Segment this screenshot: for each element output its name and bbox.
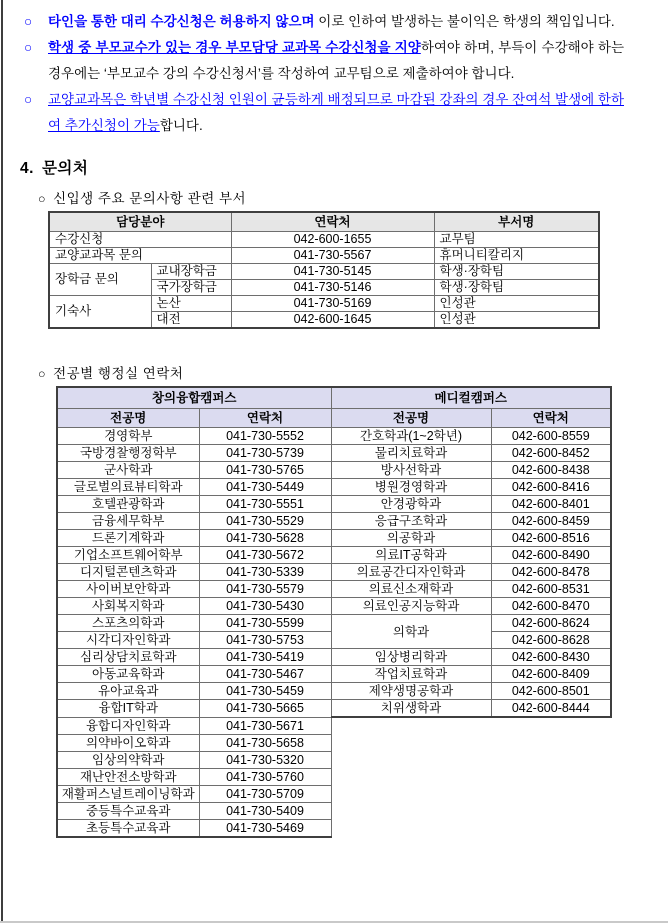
major-cell: 간호학과(1~2학년) <box>331 428 491 445</box>
major-cell: 재활퍼스널트레이닝학과 <box>57 785 199 802</box>
table-row <box>57 802 611 819</box>
major-cell: 사회복지학과 <box>57 598 199 615</box>
table-row <box>57 547 611 564</box>
phone-cell: 042-600-8470 <box>491 598 611 615</box>
notice-rest: 합니다. <box>159 118 203 133</box>
table-row <box>57 751 611 768</box>
major-cell: 금융세무학부 <box>57 513 199 530</box>
table-row <box>57 598 611 615</box>
phone-cell: 042-600-8438 <box>491 462 611 479</box>
phone-cell: 042-600-8444 <box>491 700 611 718</box>
section-title: 문의처 <box>41 160 89 177</box>
major-cell: 의료신소재학과 <box>331 581 491 598</box>
major-cell: 군사학과 <box>57 462 199 479</box>
table-row <box>57 564 611 581</box>
table-row <box>57 445 611 462</box>
phone-cell: 041-730-5658 <box>199 734 331 751</box>
notice-highlight: 학생 중 부모교수가 있는 경우 부모담당 교과목 수강신청을 지양 <box>48 40 421 55</box>
table-row <box>57 819 611 837</box>
category-cell: 수강신청 <box>49 232 231 248</box>
major-cell: 드론기계학과 <box>57 530 199 547</box>
phone-cell: 042-600-8452 <box>491 445 611 462</box>
table-row <box>57 462 611 479</box>
major-cell: 의료공간디자인학과 <box>331 564 491 581</box>
major-cell: 의료IT공학과 <box>331 547 491 564</box>
major-cell: 임상병리학과 <box>331 649 491 666</box>
table-row <box>57 615 611 632</box>
dept-cell: 인성관 <box>434 312 599 329</box>
phone-cell: 042-600-8559 <box>491 428 611 445</box>
notice-text <box>48 14 615 29</box>
major-cell: 방사선학과 <box>331 462 491 479</box>
major-cell: 호텔관광학과 <box>57 496 199 513</box>
phone-cell: 042-600-8459 <box>491 513 611 530</box>
phone-cell: 042-600-8624 <box>491 615 611 632</box>
notice-text <box>48 92 624 133</box>
major-cell: 병원경영학과 <box>331 479 491 496</box>
notice-highlight: 타인을 통한 대리 수강신청은 허용하지 않으며 <box>48 14 315 29</box>
major-cell: 융합IT학과 <box>57 700 199 718</box>
major-cell: 융합디자인학과 <box>57 717 199 734</box>
major-cell: 의약바이오학과 <box>57 734 199 751</box>
major-cell: 중등특수교육과 <box>57 802 199 819</box>
major-cell: 물리치료학과 <box>331 445 491 462</box>
phone-cell: 042-600-8501 <box>491 683 611 700</box>
table-row <box>57 530 611 547</box>
dept-cell: 인성관 <box>434 296 599 312</box>
table-row <box>57 581 611 598</box>
column-header: 연락처 <box>199 409 331 428</box>
table-row <box>57 649 611 666</box>
notice-rest: 하여야 하며, 부득이 수강해야 하는 경우에는 ‘부모교수 강의 수강신청서’를 작성하여 교무팀으로 제출하여야 합니다. <box>48 40 625 81</box>
dept-cell: 교무팀 <box>434 232 599 248</box>
phone-cell: 041-730-5169 <box>231 296 434 312</box>
major-cell: 안경광학과 <box>331 496 491 513</box>
phone-cell: 041-730-5765 <box>199 462 331 479</box>
phone-cell: 042-600-8430 <box>491 649 611 666</box>
phone-cell: 041-730-5529 <box>199 513 331 530</box>
notice-rest: 이로 인하여 발생하는 불이익은 학생의 책임입니다. <box>314 14 615 29</box>
major-cell: 시각디자인학과 <box>57 632 199 649</box>
subsection-label: 전공별 행정실 연락처 <box>53 366 184 381</box>
phone-cell: 041-730-5753 <box>199 632 331 649</box>
phone-cell: 041-730-5469 <box>199 819 331 837</box>
major-cell: 치위생학과 <box>331 700 491 718</box>
subcategory-cell: 국가장학금 <box>151 280 231 296</box>
major-cell: 국방경찰행정학부 <box>57 445 199 462</box>
circle-bullet: ○ <box>24 14 33 29</box>
notice-highlight: 교양교과목은 학년별 수강신청 인원이 균등하게 배정되므로 마감된 강좌의 경우 잔여석 발생에 한하여 추가신청이 가능 <box>48 92 624 133</box>
table-row <box>57 496 611 513</box>
phone-cell: 041-730-5709 <box>199 785 331 802</box>
contact-table <box>48 211 600 329</box>
table-row <box>57 717 611 734</box>
category-cell: 기숙사 <box>49 296 151 329</box>
phone-cell: 042-600-8416 <box>491 479 611 496</box>
department-contact-table <box>56 386 612 838</box>
subcategory-cell: 교내장학금 <box>151 264 231 280</box>
page-left-border <box>1 0 3 921</box>
column-header: 부서명 <box>434 212 599 232</box>
major-cell: 유아교육과 <box>57 683 199 700</box>
phone-cell: 041-730-5419 <box>199 649 331 666</box>
table-row <box>57 428 611 445</box>
phone-cell: 042-600-1645 <box>231 312 434 329</box>
table-row <box>57 734 611 751</box>
phone-cell: 042-600-8628 <box>491 632 611 649</box>
phone-cell: 042-600-8531 <box>491 581 611 598</box>
circle-bullet: ○ <box>38 367 47 381</box>
table-row <box>57 683 611 700</box>
campus-header: 창의융합캠퍼스 <box>57 387 331 409</box>
column-header: 연락처 <box>231 212 434 232</box>
phone-cell: 042-600-8409 <box>491 666 611 683</box>
phone-cell: 042-600-8516 <box>491 530 611 547</box>
phone-cell: 041-730-5145 <box>231 264 434 280</box>
major-cell: 아동교육학과 <box>57 666 199 683</box>
section-heading <box>20 156 668 178</box>
major-cell: 의공학과 <box>331 530 491 547</box>
phone-cell: 041-730-5739 <box>199 445 331 462</box>
major-cell: 경영학부 <box>57 428 199 445</box>
major-cell: 작업치료학과 <box>331 666 491 683</box>
notice-text <box>48 40 624 81</box>
phone-cell: 041-730-5459 <box>199 683 331 700</box>
phone-cell: 041-730-5671 <box>199 717 331 734</box>
subsection-label: 신입생 주요 문의사항 관련 부서 <box>53 191 247 206</box>
table-row <box>57 479 611 496</box>
major-cell: 재난안전소방학과 <box>57 768 199 785</box>
major-cell: 제약생명공학과 <box>331 683 491 700</box>
section-number: 4. <box>20 160 34 177</box>
notice-item <box>24 9 624 35</box>
table-row <box>57 513 611 530</box>
phone-cell: 041-730-5552 <box>199 428 331 445</box>
phone-cell: 042-600-1655 <box>231 232 434 248</box>
table-row <box>49 296 599 312</box>
column-header: 담당분야 <box>49 212 231 232</box>
table-row <box>57 666 611 683</box>
phone-cell: 041-730-5320 <box>199 751 331 768</box>
notice-item <box>24 87 624 139</box>
major-cell: 초등특수교육과 <box>57 819 199 837</box>
major-cell: 사이버보안학과 <box>57 581 199 598</box>
major-cell: 의학과 <box>331 615 491 649</box>
table-row <box>49 248 599 264</box>
subcategory-cell: 논산 <box>151 296 231 312</box>
dept-cell: 학생·장학팀 <box>434 280 599 296</box>
phone-cell: 041-730-5665 <box>199 700 331 718</box>
phone-cell: 041-730-5430 <box>199 598 331 615</box>
phone-cell: 041-730-5760 <box>199 768 331 785</box>
column-header: 전공명 <box>331 409 491 428</box>
dept-cell: 학생·장학팀 <box>434 264 599 280</box>
column-header: 연락처 <box>491 409 611 428</box>
major-cell: 심리상담치료학과 <box>57 649 199 666</box>
major-cell: 스포츠의학과 <box>57 615 199 632</box>
major-cell: 기업소프트웨어학부 <box>57 547 199 564</box>
phone-cell: 041-730-5567 <box>231 248 434 264</box>
table-row <box>57 768 611 785</box>
phone-cell: 041-730-5672 <box>199 547 331 564</box>
phone-cell: 041-730-5467 <box>199 666 331 683</box>
phone-cell: 042-600-8478 <box>491 564 611 581</box>
major-cell: 의료인공지능학과 <box>331 598 491 615</box>
table-row <box>57 700 611 718</box>
phone-cell: 042-600-8401 <box>491 496 611 513</box>
table-header-row <box>49 212 599 232</box>
dept-cell: 휴머니티칼리지 <box>434 248 599 264</box>
phone-cell: 041-730-5579 <box>199 581 331 598</box>
subsection-title-2 <box>38 362 668 382</box>
phone-cell: 041-730-5409 <box>199 802 331 819</box>
phone-cell: 042-600-8490 <box>491 547 611 564</box>
major-cell: 디지털콘텐츠학과 <box>57 564 199 581</box>
phone-cell: 041-730-5339 <box>199 564 331 581</box>
table-row <box>57 785 611 802</box>
campus-header-row <box>57 387 611 409</box>
category-cell: 장학금 문의 <box>49 264 151 296</box>
phone-cell: 041-730-5551 <box>199 496 331 513</box>
column-header: 전공명 <box>57 409 199 428</box>
table-row <box>49 264 599 280</box>
major-cell: 임상의약학과 <box>57 751 199 768</box>
table-row <box>49 232 599 248</box>
phone-cell: 041-730-5146 <box>231 280 434 296</box>
subcategory-cell: 대전 <box>151 312 231 329</box>
major-cell: 글로벌의료뷰티학과 <box>57 479 199 496</box>
phone-cell: 041-730-5628 <box>199 530 331 547</box>
circle-bullet: ○ <box>24 92 33 107</box>
circle-bullet: ○ <box>38 192 47 206</box>
subsection-title-1 <box>38 187 668 207</box>
notice-item <box>24 35 624 87</box>
table-header-row <box>57 409 611 428</box>
campus-header: 메디컬캠퍼스 <box>331 387 611 409</box>
phone-cell: 041-730-5599 <box>199 615 331 632</box>
notice-list <box>0 0 646 139</box>
category-cell: 교양교과목 문의 <box>49 248 231 264</box>
circle-bullet: ○ <box>24 40 33 55</box>
phone-cell: 041-730-5449 <box>199 479 331 496</box>
major-cell: 응급구조학과 <box>331 513 491 530</box>
